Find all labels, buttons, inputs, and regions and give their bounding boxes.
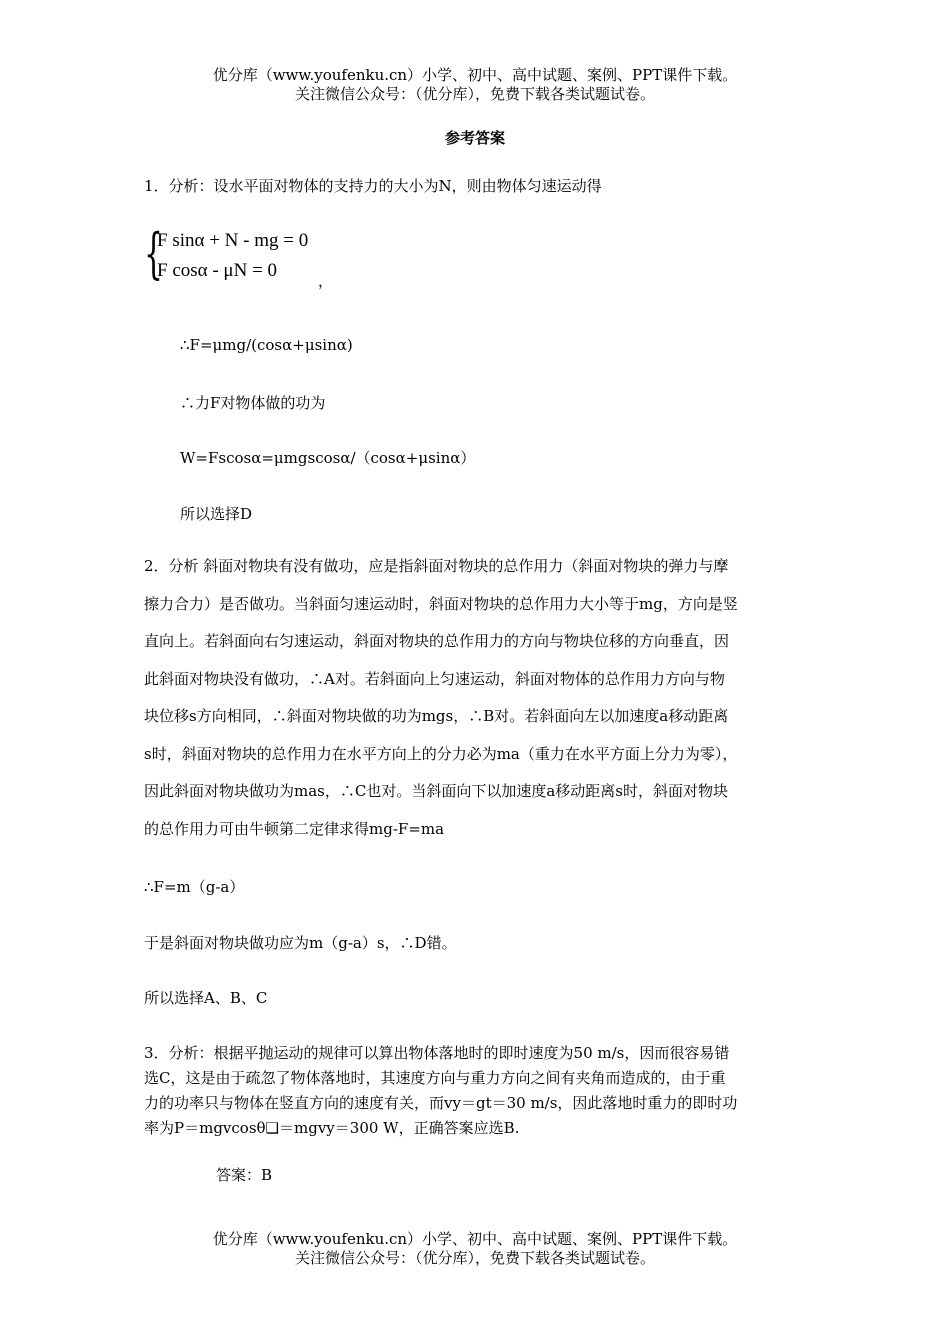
q2-line: 此斜面对物块没有做功，∴A对。若斜面向上匀速运动，斜面对物体的总作用力方向与物: [144, 669, 725, 688]
footer-line-2: 关注微信公众号：（优分库），免费下载各类试题试卷。: [294, 1249, 655, 1267]
q2-analysis: [144, 548, 808, 848]
q1-comma: ，: [318, 272, 334, 290]
header-line-1: 优分库（www.youfenku.cn）小学、初中、高中试题、案例、PPT课件下载。: [212, 66, 738, 84]
q2-step-2: 于是斜面对物块做功应为m（g-a）s，∴D错。: [144, 934, 457, 952]
q3-answer: 答案：B: [216, 1166, 273, 1184]
q3-line-2: 选C，这是由于疏忽了物体落地时，其速度方向与重力方向之间有夹角而造成的，由于重: [144, 1069, 726, 1087]
q1-intro: 1．分析：设水平面对物体的支持力的大小为N，则由物体匀速运动得: [144, 177, 602, 195]
q1-step-1: ∴F=μmg/(cosα+μsinα): [180, 336, 353, 354]
q2-line: 因此斜面对物块做功为mas，∴C也对。当斜面向下以加速度a移动距离s时，斜面对物块: [144, 782, 728, 800]
q1-answer: 所以选择D: [180, 505, 253, 523]
q2-line: 的总作用力可由牛顿第二定律求得mg-F=ma: [144, 819, 445, 838]
q3-line-3b: vy＝gt＝30 m/s，因此落地时重力的即时功: [444, 1094, 738, 1112]
page-footer: [0, 1230, 950, 1268]
footer-line-1: 优分库（www.youfenku.cn）小学、初中、高中试题、案例、PPT课件下载。: [212, 1230, 738, 1248]
page-title: 参考答案: [444, 129, 505, 147]
q3-line-4: 率为P＝mgvcosθ❑＝mgvy＝300 W，正确答案应选B.: [144, 1119, 520, 1137]
q2-line: 擦力合力）是否做功。当斜面匀速运动时，斜面对物块的总作用力大小等于mg，方向是竖: [144, 594, 738, 613]
q2-line: 2．分析 斜面对物块有没有做功，应是指斜面对物块的总作用力（斜面对物块的弹力与摩: [144, 557, 729, 575]
q3-analysis: [144, 1041, 808, 1141]
q1-step-3: W=Fscosα=μmgscosα/（cosα+μsinα）: [180, 449, 476, 467]
q1-step-2: ∴力F对物体做的功为: [180, 394, 326, 412]
q3-line-3: [144, 1091, 808, 1116]
q1-equation-1: F sinα + N - mg = 0: [157, 230, 309, 251]
q2-line: s时，斜面对物块的总作用力在水平方向上的分力必为ma（重力在水平方面上分力为零），: [144, 744, 738, 763]
header-line-2: 关注微信公众号：（优分库），免费下载各类试题试卷。: [294, 85, 655, 103]
brace-symbol: {: [144, 222, 163, 285]
q3-line-3a: 力的功率只与物体在竖直方向的速度有关，而: [144, 1094, 445, 1112]
q2-step-1: ∴F=m（g-a）: [144, 878, 245, 896]
q3-line-1: 3．分析：根据平抛运动的规律可以算出物体落地时的即时速度为50 m/s，因而很容易错: [144, 1044, 730, 1062]
page-header: [0, 66, 950, 104]
q1-equation-2: F cosα - μN = 0: [157, 260, 278, 281]
q2-line: 块位移s方向相同，∴斜面对物块做的功为mgs，∴B对。若斜面向左以加速度a移动距离: [144, 707, 729, 725]
q2-answer: 所以选择A、B、C: [144, 989, 268, 1007]
q2-line: 直向上。若斜面向右匀速运动，斜面对物块的总作用力的方向与物块位移的方向垂直，因: [144, 632, 730, 650]
